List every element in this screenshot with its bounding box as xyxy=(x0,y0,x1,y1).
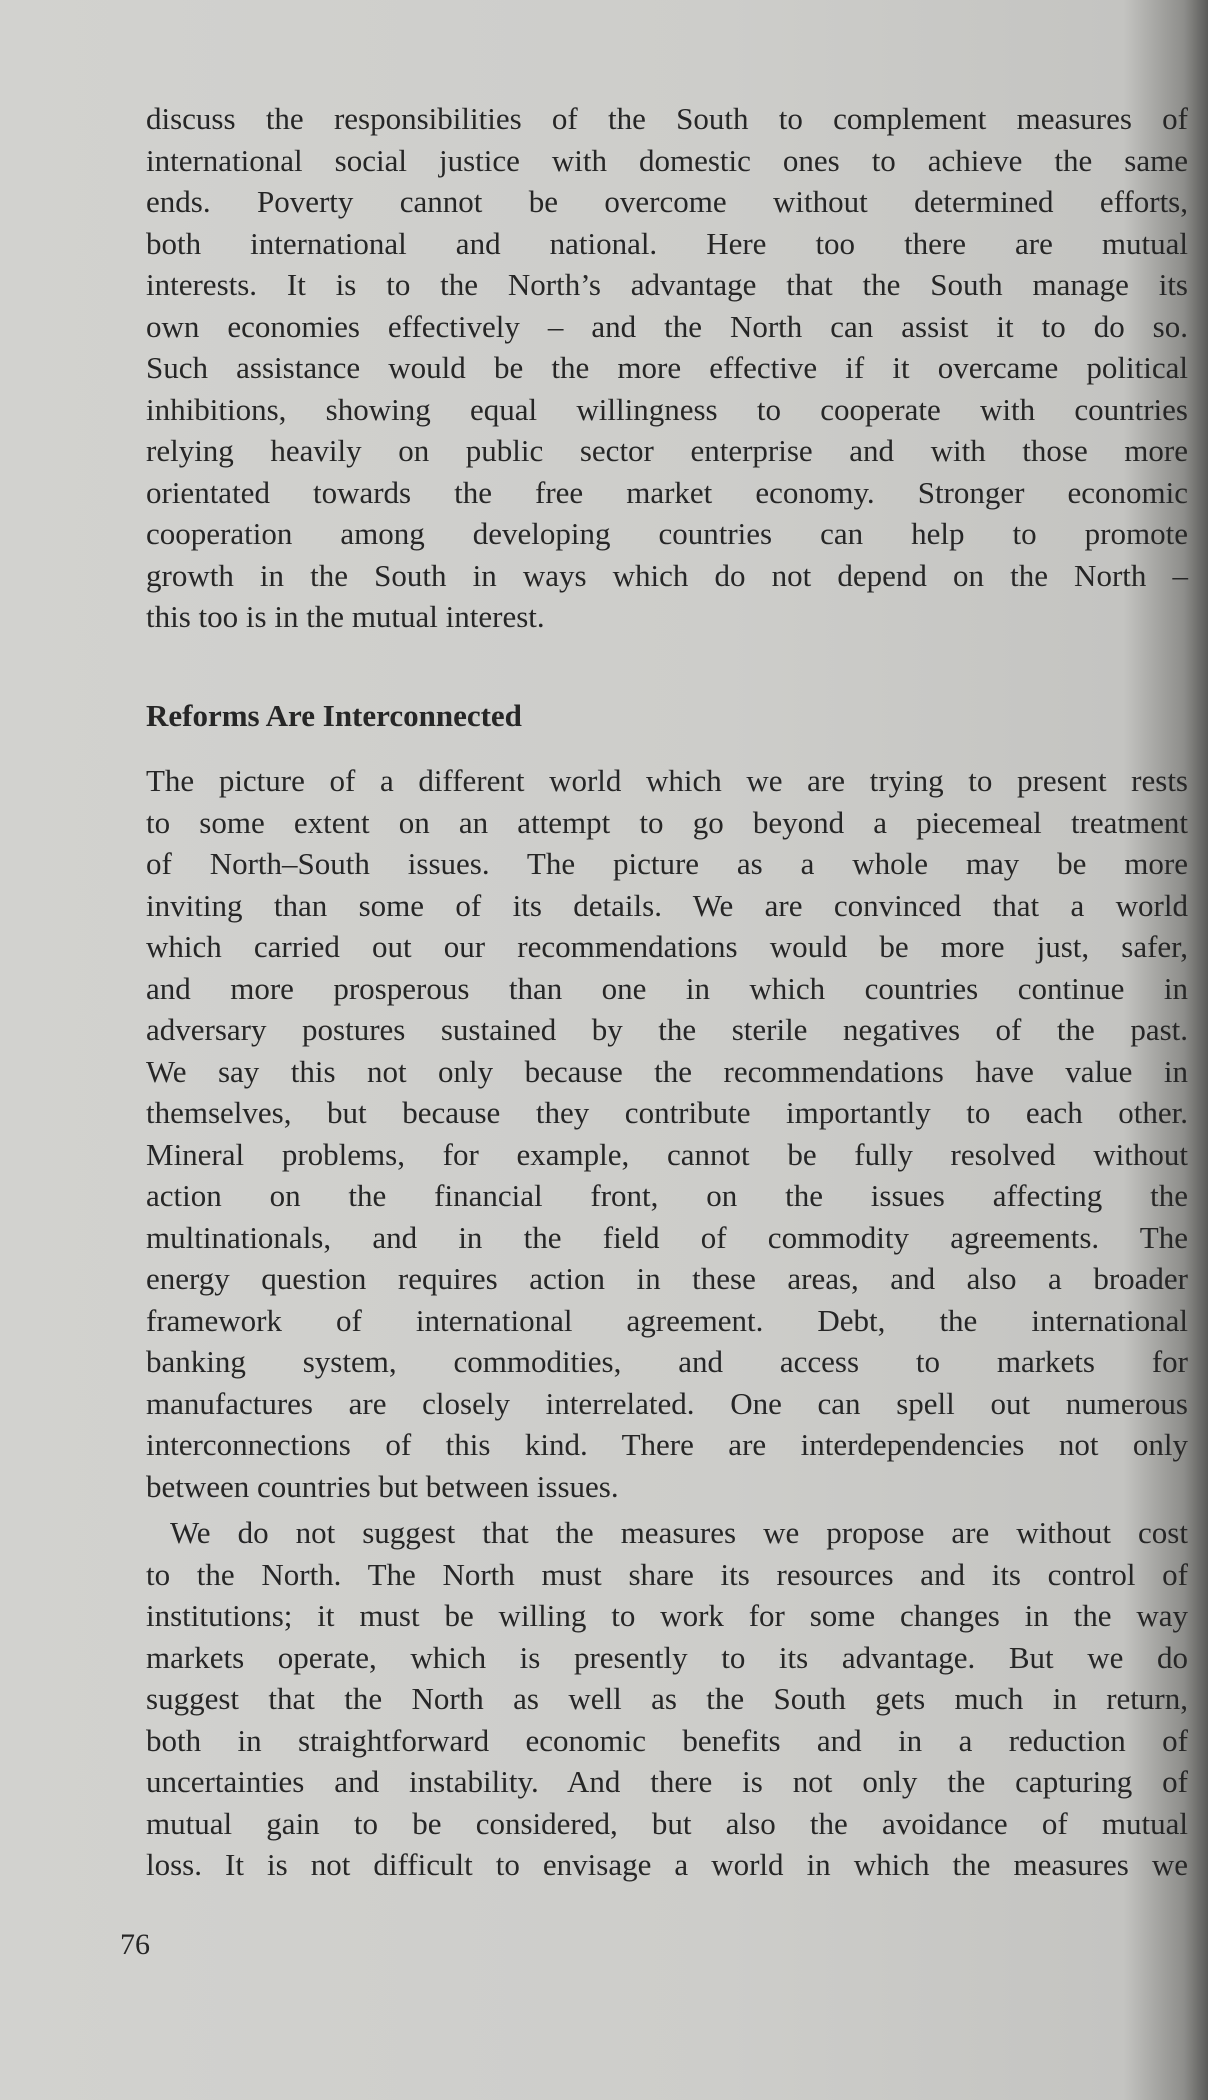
text-line: relying heavily on public sector enterprise and with those more xyxy=(146,433,1188,468)
text-line: uncertainties and instability. And there is not only the capturing of xyxy=(146,1764,1188,1799)
section-heading: Reforms Are Interconnected xyxy=(146,698,522,733)
text-line: markets operate, which is presently to its advantage. But we do xyxy=(146,1639,1188,1675)
text-line: multinationals, and in the field of commodity agreements. The xyxy=(146,1219,1188,1255)
text-line: Mineral problems, for example, cannot be fully resolved without xyxy=(146,1136,1188,1172)
text-line: to the North. The North must share its resources and its control of xyxy=(146,1556,1188,1592)
text-line: themselves, but because they contribute importantly to each other. xyxy=(146,1095,1188,1130)
text-line: cooperation among developing countries can help to promote xyxy=(146,516,1188,551)
text-line: Such assistance would be the more effective if it overcame political xyxy=(146,350,1188,385)
text-line: growth in the South in ways which do not depend on the North – xyxy=(146,557,1188,593)
text-line: own economies effectively – and the North can assist it to do so. xyxy=(146,308,1188,344)
text-line: manufactures are closely interrelated. One can spell out numerous xyxy=(146,1385,1188,1421)
text-line: interconnections of this kind. There are interdependencies not only xyxy=(146,1427,1188,1462)
text-line: action on the financial front, on the issues affecting the xyxy=(146,1178,1188,1213)
text-line: to some extent on an attempt to go beyond a piecemeal treatment xyxy=(146,804,1188,840)
text-line: inviting than some of its details. We are convinced that a world xyxy=(146,887,1188,923)
text-line: interests. It is to the North’s advantage that the South manage its xyxy=(146,267,1188,302)
text-line: We do not suggest that the measures we propose are without cost xyxy=(170,1515,1188,1550)
text-line: framework of international agreement. Debt, the international xyxy=(146,1302,1188,1338)
text-line: discuss the responsibilities of the South to complement measures of xyxy=(146,101,1188,136)
text-line: institutions; it must be willing to work for some changes in the way xyxy=(146,1598,1188,1633)
text-line: both international and national. Here too there are mutual xyxy=(146,225,1188,261)
text-line: loss. It is not difficult to envisage a world in which the measures we xyxy=(146,1847,1188,1882)
text-line: orientated towards the free market economy. Stronger economic xyxy=(146,474,1188,510)
paragraph-3 xyxy=(146,1512,1188,1886)
page-number: 76 xyxy=(120,1928,150,1961)
text-line: banking system, commodities, and access to markets for xyxy=(146,1344,1188,1379)
text-line: both in straightforward economic benefits and in a reduction of xyxy=(146,1722,1188,1758)
text-line: ends. Poverty cannot be overcome without determined efforts, xyxy=(146,184,1188,219)
text-line: energy question requires action in these areas, and also a broader xyxy=(146,1261,1188,1296)
paragraph-1 xyxy=(146,98,1188,638)
text-line: between countries but between issues. xyxy=(146,1468,619,1504)
text-line: We say this not only because the recommendations have value in xyxy=(146,1053,1188,1089)
text-line: adversary postures sustained by the sterile negatives of the past. xyxy=(146,1012,1188,1047)
text-line: mutual gain to be considered, but also the avoidance of mutual xyxy=(146,1805,1188,1841)
text-line: this too is in the mutual interest. xyxy=(146,599,545,634)
text-line: The picture of a different world which we are trying to present rests xyxy=(146,763,1188,798)
paragraph-2 xyxy=(146,760,1188,1507)
text-line: international social justice with domestic ones to achieve the same xyxy=(146,142,1188,178)
text-line: which carried out our recommendations would be more just, safer, xyxy=(146,929,1188,964)
text-line: suggest that the North as well as the South gets much in return, xyxy=(146,1681,1188,1716)
text-line: of North–South issues. The picture as a whole may be more xyxy=(146,846,1188,881)
text-line: inhibitions, showing equal willingness to cooperate with countries xyxy=(146,391,1188,427)
text-line: and more prosperous than one in which countries continue in xyxy=(146,970,1188,1006)
